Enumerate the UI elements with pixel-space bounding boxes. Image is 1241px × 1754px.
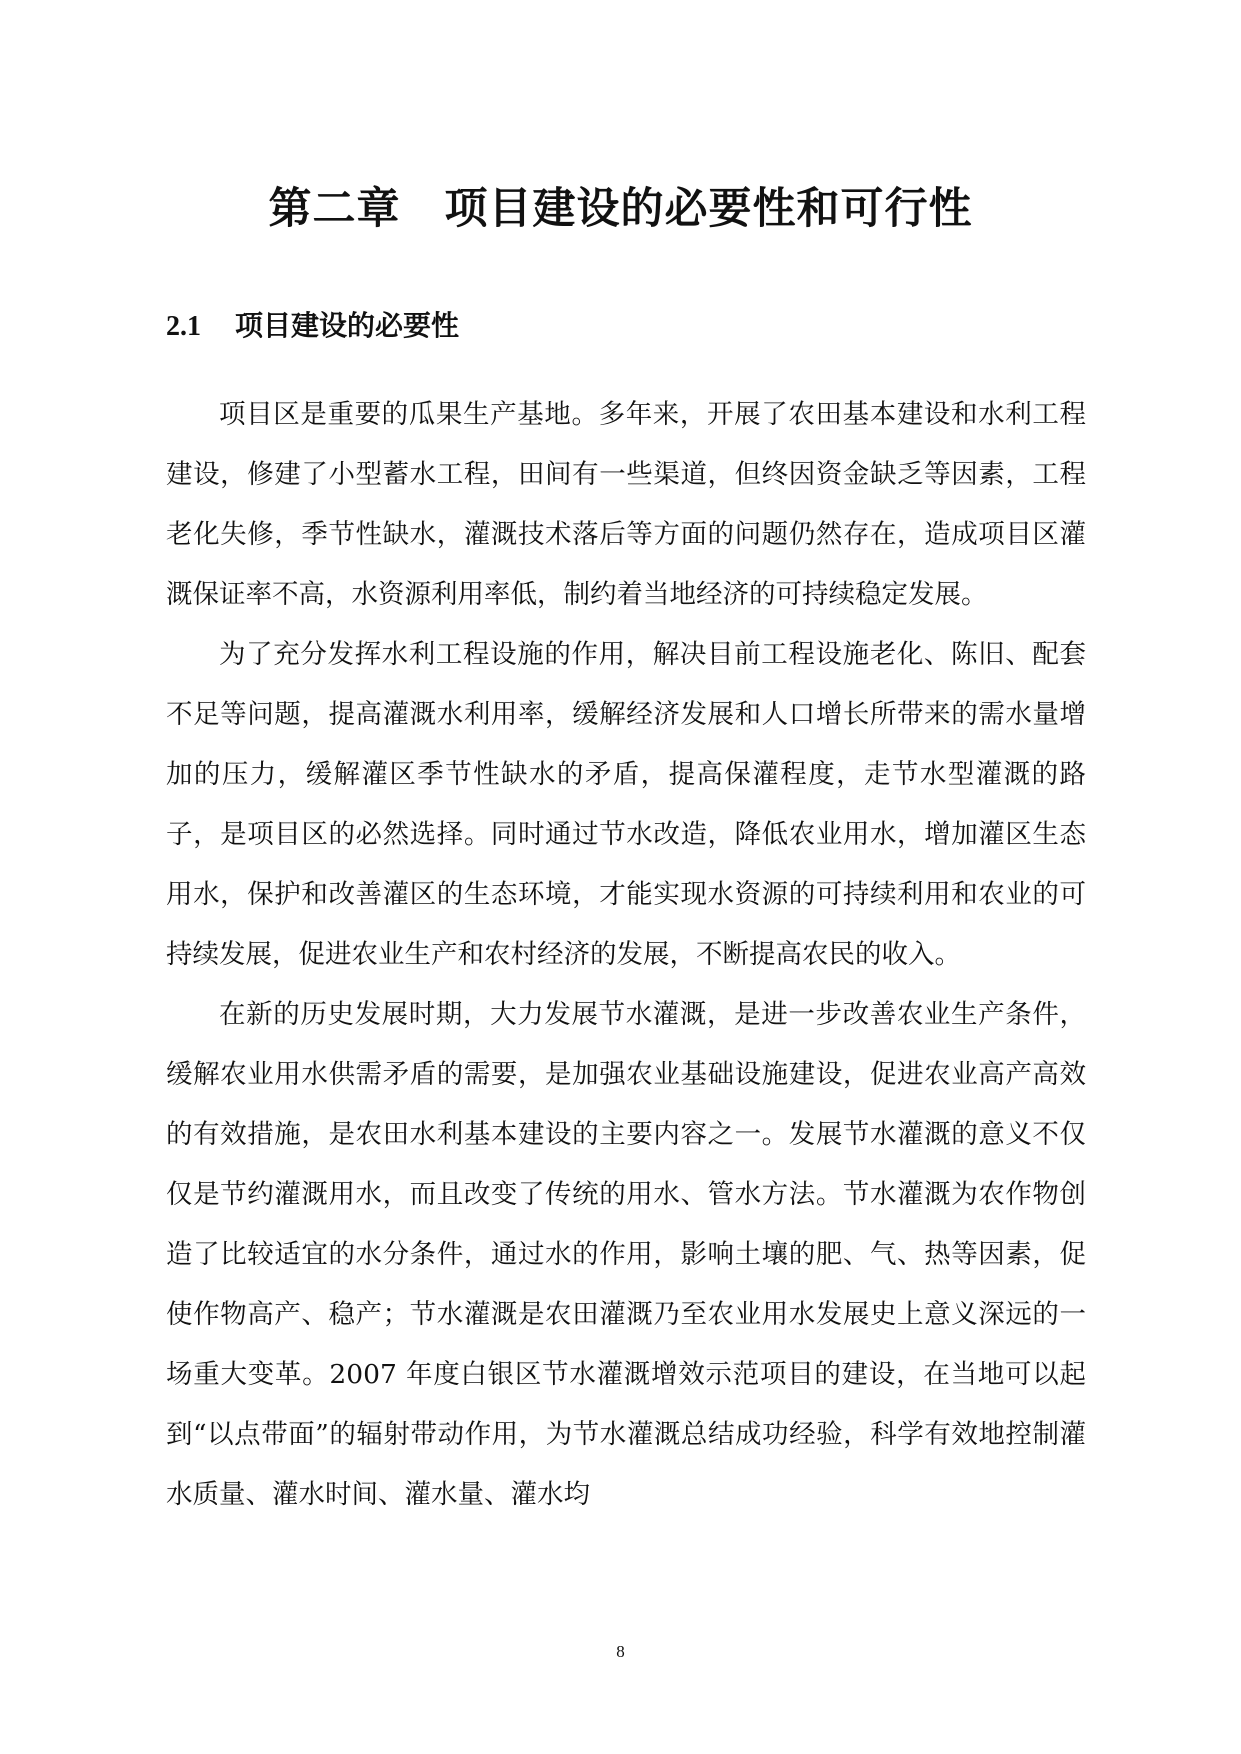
- section-number: 2.1: [166, 311, 201, 342]
- body-text: [166, 385, 1086, 1525]
- chapter-title: 第二章 项目建设的必要性和可行性: [268, 184, 973, 234]
- section-heading: [166, 304, 459, 349]
- paragraph-3: 在新的历史发展时期，大力发展节水灌溉，是进一步改善农业生产条件，缓解农业用水供需矛盾的需要，是加强农业基础设施建设，促进农业高产高效的有效措施，是农田水利基本建设的主要内容之一。发展节水灌溉的意义不仅仅是节约灌溉用水，而且改变了传统的用水、管水方法。节水灌溉为农作物创造了比较适宜的水分条件，通过水的作用，影响土壤的肥、气、热等因素，促使作物高产、稳产；节水灌溉是农田灌溉乃至农业用水发展史上意义深远的一场重大变革。2007 年度白银区节水灌溉增效示范项目的建设，在当地可以起到“以点带面”的辐射带动作用，为节水灌溉总结成功经验，科学有效地控制灌水质量、灌水时间、灌水量、灌水均: [166, 999, 1086, 1510]
- paragraph-2: 为了充分发挥水利工程设施的作用，解决目前工程设施老化、陈旧、配套不足等问题，提高灌溉水利用率，缓解经济发展和人口增长所带来的需水量增加的压力，缓解灌区季节性缺水的矛盾，提高保灌程度，走节水型灌溉的路子，是项目区的必然选择。同时通过节水改造，降低农业用水，增加灌区生态用水，保护和改善灌区的生态环境，才能实现水资源的可持续利用和农业的可持续发展，促进农业生产和农村经济的发展，不断提高农民的收入。: [166, 639, 1086, 970]
- page-number: 8: [616, 1642, 625, 1661]
- paragraph-1: 项目区是重要的瓜果生产基地。多年来，开展了农田基本建设和水利工程建设，修建了小型蓄水工程，田间有一些渠道，但终因资金缺乏等因素，工程老化失修，季节性缺水，灌溉技术落后等方面的问题仍然存在，造成项目区灌溉保证率不高，水资源利用率低，制约着当地经济的可持续稳定发展。: [166, 399, 1086, 610]
- section-label: 项目建设的必要性: [235, 309, 460, 342]
